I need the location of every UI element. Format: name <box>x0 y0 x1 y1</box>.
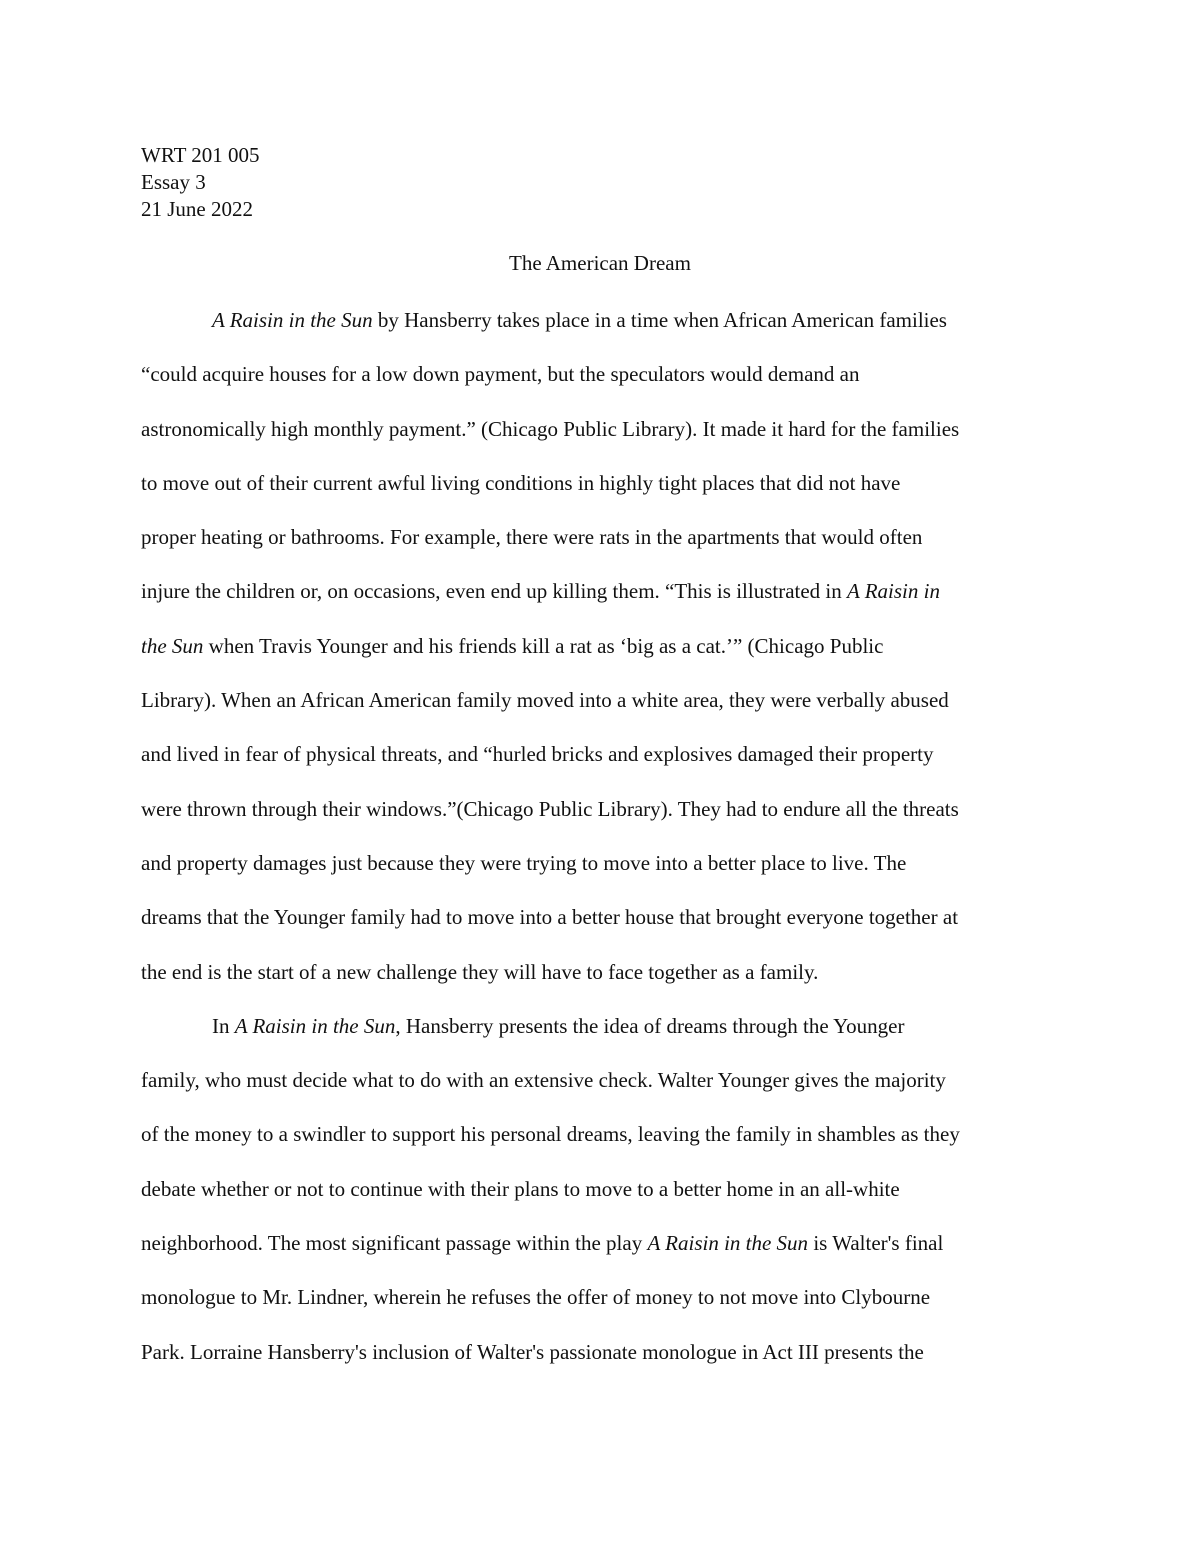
text-run: Park. Lorraine Hansberry's inclusion of Walter's passionate monologue in Act III presents the <box>141 1339 924 1364</box>
italic-title: A Raisin in <box>847 579 940 604</box>
paragraph-line <box>141 1169 1071 1223</box>
paragraph-line <box>141 463 1071 517</box>
text-run: and lived in fear of physical threats, and “hurled bricks and explosives damaged their property <box>141 742 934 767</box>
paragraph-line <box>141 1332 1071 1386</box>
paragraph-line <box>141 1060 1071 1114</box>
text-run: were thrown through their windows.”(Chicago Public Library). They had to endure all the threats <box>141 796 959 821</box>
text-run: monologue to Mr. Lindner, wherein he refuses the offer of money to not move into Clybourne <box>141 1285 931 1310</box>
text-run: injure the children or, on occasions, even end up killing them. “This is illustrated in <box>141 579 848 604</box>
paragraph-line <box>141 354 1071 408</box>
text-run: debate whether or not to continue with their plans to move to a better home in an all-white <box>141 1176 900 1201</box>
paragraph-line <box>141 897 1071 951</box>
text-run: dreams that the Younger family had to move into a better house that brought everyone together at <box>141 905 959 930</box>
text-run: is Walter's final <box>808 1231 944 1256</box>
paragraph-line <box>141 1006 1071 1060</box>
text-run: the end is the start of a new challenge they will have to face together as a family. <box>141 959 819 984</box>
date-line: 21 June 2022 <box>141 197 253 221</box>
italic-title: A Raisin in the Sun <box>212 308 373 332</box>
text-run: In <box>212 1013 235 1038</box>
paragraph-line <box>141 300 1071 354</box>
text-run: of the money to a swindler to support his personal dreams, leaving the family in shambles as they <box>141 1122 960 1147</box>
text-run: astronomically high monthly payment.” (Chicago Public Library). It made it hard for the families <box>141 416 960 441</box>
paragraph-line <box>141 626 1071 680</box>
essay-header <box>141 142 260 223</box>
assignment-line: Essay 3 <box>141 170 206 194</box>
essay-body <box>141 300 1071 1386</box>
italic-title: A Raisin in the Sun <box>647 1231 809 1256</box>
paragraph-line <box>141 1223 1071 1277</box>
italic-title: the Sun <box>141 633 204 658</box>
text-run: proper heating or bathrooms. For example, there were rats in the apartments that would often <box>141 525 923 550</box>
paragraph-line <box>141 571 1071 625</box>
text-run: when Travis Younger and his friends kill a rat as ‘big as a cat.’” (Chicago Public <box>203 633 884 658</box>
paragraph-line <box>141 734 1071 788</box>
paragraph-line <box>141 789 1071 843</box>
paragraph-line <box>141 843 1071 897</box>
paragraph-line <box>141 1114 1071 1168</box>
text-run: , Hansberry presents the idea of dreams through the Younger <box>395 1013 905 1038</box>
italic-title: A Raisin in the Sun <box>234 1013 396 1038</box>
essay-title: The American Dream <box>509 251 691 275</box>
text-run: to move out of their current awful living conditions in highly tight places that did not have <box>141 470 901 495</box>
course-line: WRT 201 005 <box>141 143 260 167</box>
text-run: “could acquire houses for a low down payment, but the speculators would demand an <box>141 362 860 387</box>
paragraph-line <box>141 409 1071 463</box>
text-run: Library). When an African American family moved into a white area, they were verbally abused <box>141 688 949 713</box>
paragraph-line <box>141 952 1071 1006</box>
paragraph-line <box>141 1277 1071 1331</box>
text-run: and property damages just because they were trying to move into a better place to live. The <box>141 850 907 875</box>
text-run: by Hansberry takes place in a time when African American families <box>372 308 947 332</box>
paragraph-line <box>141 517 1071 571</box>
text-run: family, who must decide what to do with an extensive check. Walter Younger gives the majority <box>141 1068 946 1093</box>
paragraph-line <box>141 680 1071 734</box>
text-run: neighborhood. The most significant passage within the play <box>141 1231 648 1256</box>
